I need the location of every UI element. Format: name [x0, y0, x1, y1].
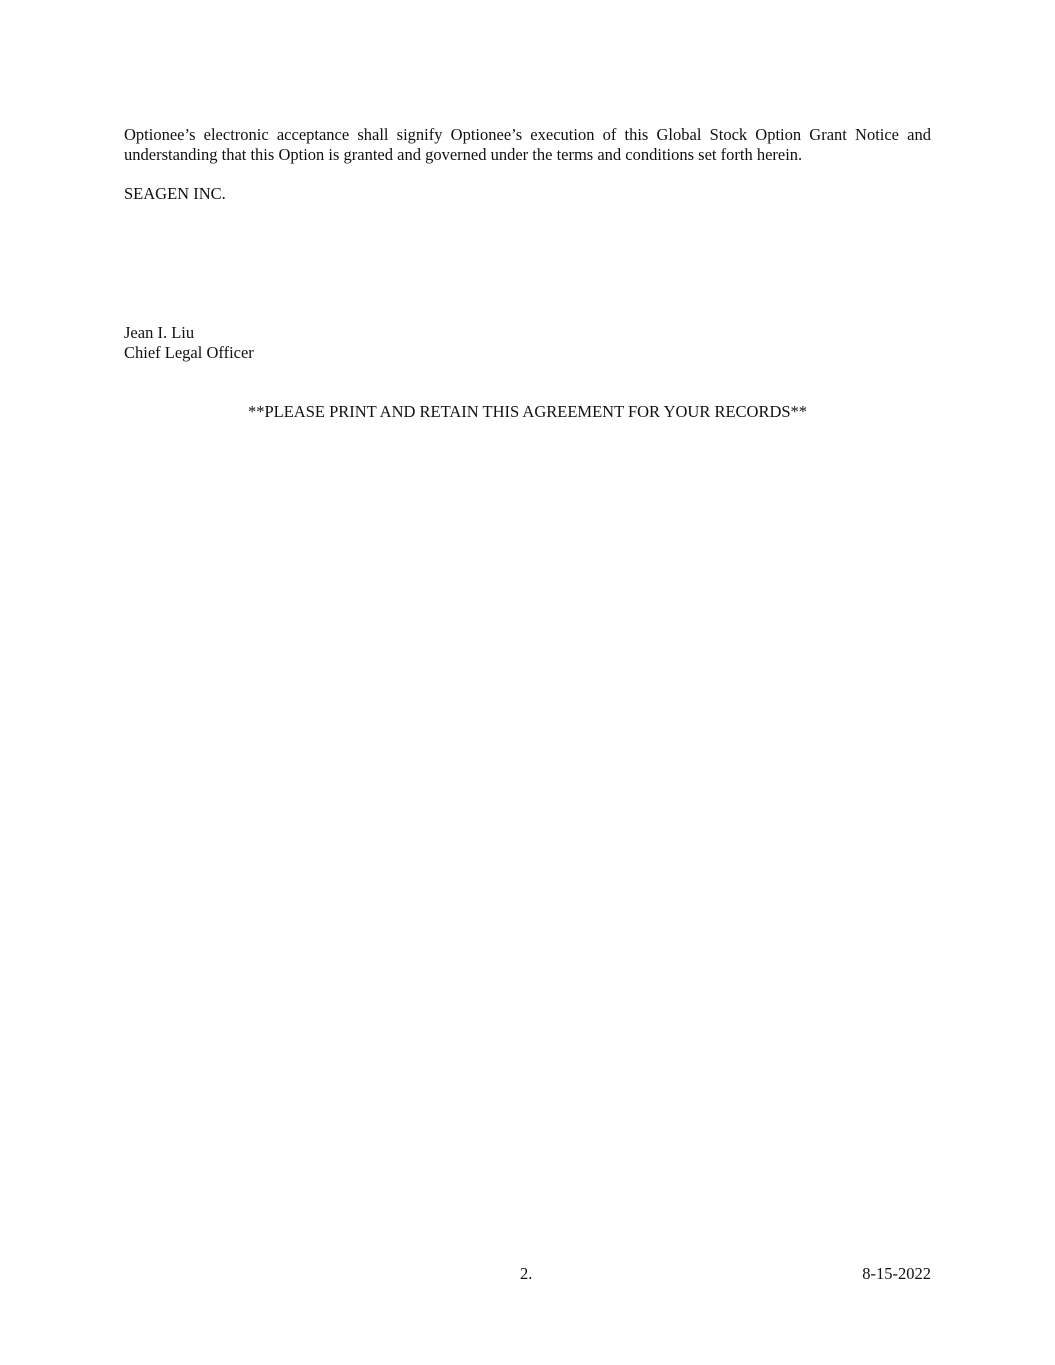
- acceptance-paragraph: Optionee’s electronic acceptance shall signify Optionee’s execution of this Global Stock Option Grant Notice and understanding that this Option is granted and governed under the terms and conditions set forth herein.: [124, 125, 931, 164]
- signatory-name: Jean I. Liu: [124, 323, 195, 342]
- print-retain-notice: **PLEASE PRINT AND RETAIN THIS AGREEMENT FOR YOUR RECORDS**: [247, 402, 808, 421]
- signatory-title: Chief Legal Officer: [124, 343, 254, 362]
- company-name: SEAGEN INC.: [124, 184, 226, 203]
- footer-date: 8-15-2022: [862, 1264, 931, 1283]
- page-number: 2.: [520, 1264, 533, 1283]
